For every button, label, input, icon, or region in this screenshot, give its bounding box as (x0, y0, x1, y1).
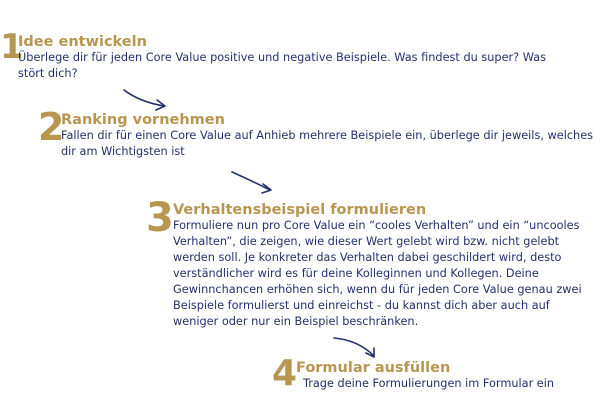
step-description: Überlege dir für jeden Core Value positive und negative Beispiele. Was findest du super? Was stört dich? (18, 51, 547, 80)
step-number: 1 (0, 27, 24, 67)
step-title: Formular ausfüllen (296, 360, 451, 376)
step-title: Idee entwickeln (18, 34, 147, 50)
step-number: 3 (146, 195, 174, 241)
step-4 (272, 353, 600, 396)
step-2 (38, 105, 598, 168)
step-number: 4 (272, 353, 298, 394)
step-description: Fallen dir für einen Core Value auf Anhieb mehrere Beispiele ein, überlege dir jeweils, welches dir am Wichtigsten ist (61, 129, 594, 158)
step-1 (0, 27, 600, 90)
step-title: Verhaltensbeispiel formulieren (173, 202, 427, 218)
curved-arrow-icon (228, 166, 288, 196)
step-title: Ranking vornehmen (61, 112, 225, 128)
step-number: 2 (38, 105, 65, 149)
step-description: Trage deine Formulierungen im Formular ein (303, 377, 555, 390)
step-description: Formuliere nun pro Core Value ein “cooles Verhalten” und ein “uncooles Verhalten”, die zeigen, wie dieser Wert gelebt wird bzw. nicht gelebt werden soll. Je konkreter das Verhalten dabei geschildert wird, desto verständlicher wird es für deine Kolleginnen und Kollegen. Deine Gewinnchancen erhöhen sich, wenn du für jeden Core Value genau zwei Beispiele formulierst und einreichst - du kannst dich aber auch auf weniger oder nur ein Beispiel beschränken. (173, 219, 582, 328)
